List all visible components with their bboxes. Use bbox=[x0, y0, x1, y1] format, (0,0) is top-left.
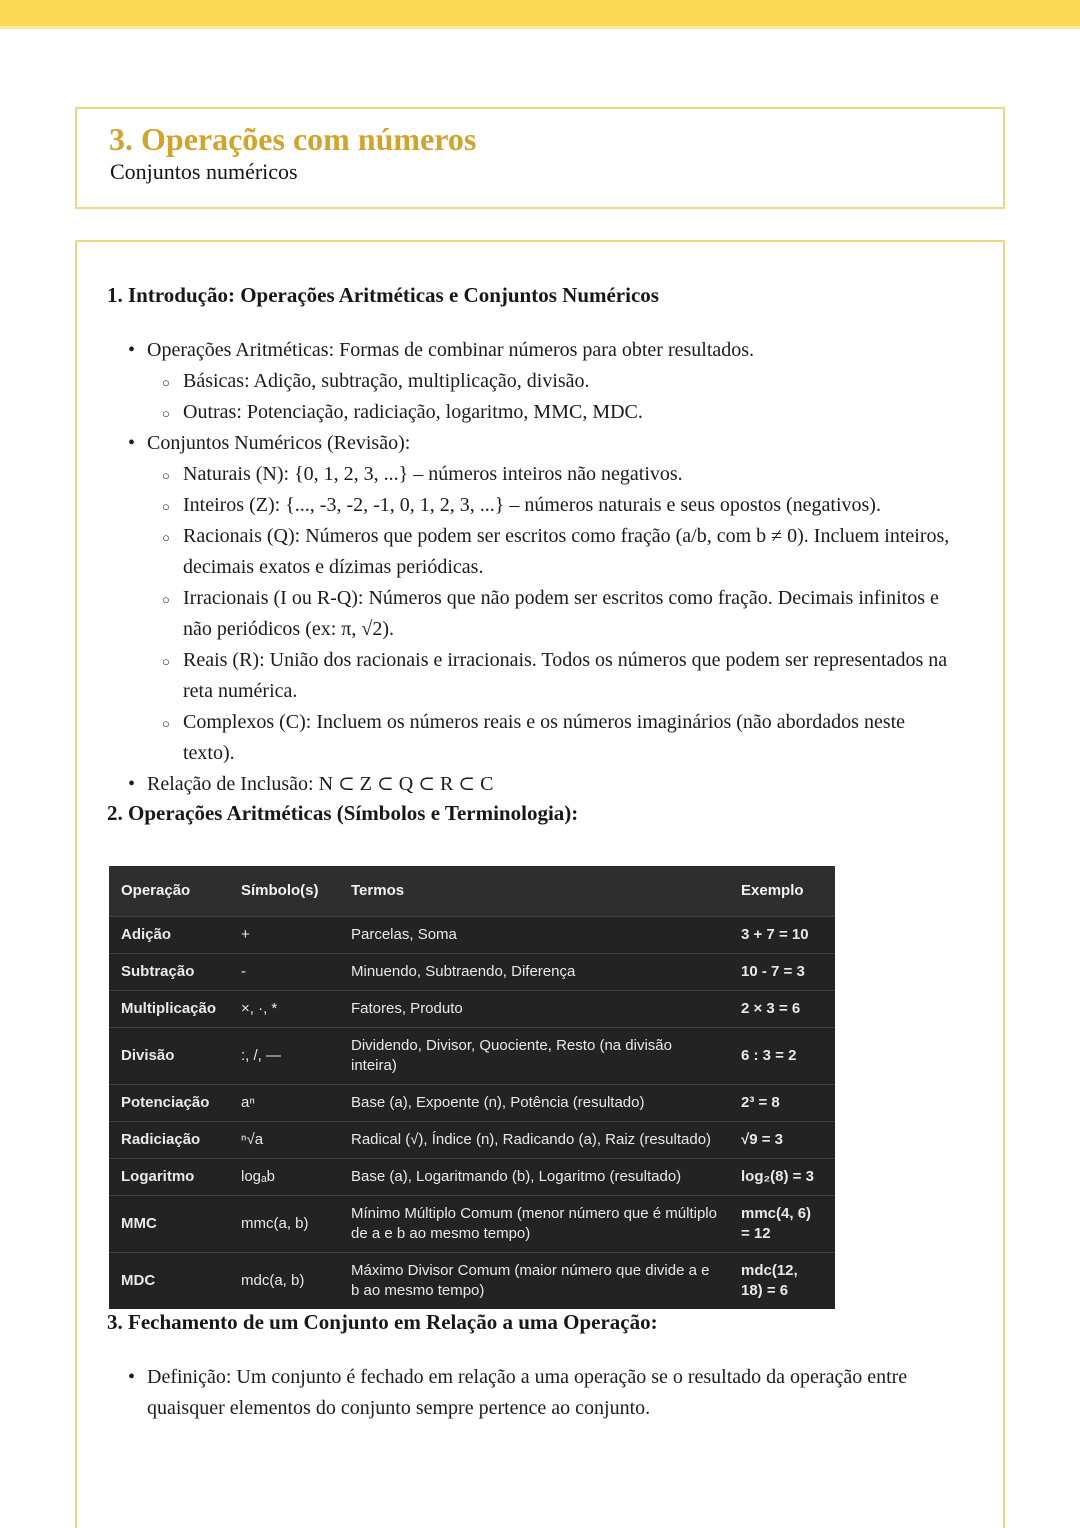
table-cell: Fatores, Produto bbox=[339, 990, 729, 1027]
table-header-row bbox=[109, 866, 835, 917]
table-cell: Subtração bbox=[109, 953, 229, 990]
table-cell: :, /, — bbox=[229, 1027, 339, 1084]
content-box bbox=[75, 240, 1005, 1528]
closure-list bbox=[107, 1362, 958, 1424]
table-cell: Potenciação bbox=[109, 1084, 229, 1121]
operations-table bbox=[109, 866, 835, 1309]
column-header: Operação bbox=[109, 866, 229, 917]
table-row bbox=[109, 1252, 835, 1309]
section1-heading: 1. Introdução: Operações Aritméticas e Conjuntos Numéricos bbox=[107, 283, 659, 307]
table-row bbox=[109, 1195, 835, 1252]
table-cell: + bbox=[229, 916, 339, 953]
section3-heading: 3. Fechamento de um Conjunto em Relação a uma Operação: bbox=[107, 1309, 658, 1334]
list-item bbox=[147, 769, 958, 800]
table-cell: Multiplicação bbox=[109, 990, 229, 1027]
section2-heading: 2. Operações Aritméticas (Símbolos e Terminologia): bbox=[107, 801, 579, 826]
table-cell: ⁿ√a bbox=[229, 1121, 339, 1158]
table-cell: Logaritmo bbox=[109, 1158, 229, 1195]
table-cell: log₂(8) = 3 bbox=[729, 1158, 835, 1195]
table-row bbox=[109, 1121, 835, 1158]
title-box bbox=[75, 107, 1005, 209]
table-cell: logₐb bbox=[229, 1158, 339, 1195]
list-item bbox=[147, 428, 958, 769]
page-title: 3. Operações com números bbox=[109, 121, 477, 157]
table-cell: 3 + 7 = 10 bbox=[729, 916, 835, 953]
column-header: Exemplo bbox=[729, 866, 835, 917]
table-cell: Base (a), Expoente (n), Potência (resultado) bbox=[339, 1084, 729, 1121]
list-item: ○ Racionais (Q): Números que podem ser escritos como fração (a/b, com b ≠ 0). Incluem inteiros, decimais exatos e dízimas periódicas. bbox=[183, 521, 958, 583]
table-cell: - bbox=[229, 953, 339, 990]
list-item: ○ Irracionais (I ou R-Q): Números que não podem ser escritos como fração. Decimais infinitos e não periódicos (ex: π, √2). bbox=[183, 583, 958, 645]
page-subtitle: Conjuntos numéricos bbox=[110, 159, 298, 185]
table-row bbox=[109, 1158, 835, 1195]
top-accent-bar bbox=[0, 0, 1080, 29]
list-item: ○ Complexos (C): Incluem os números reais e os números imaginários (não abordados neste texto). bbox=[183, 707, 958, 769]
table-cell: ×, ·, * bbox=[229, 990, 339, 1027]
list-item-text: Conjuntos Numéricos (Revisão): bbox=[147, 432, 411, 455]
table-cell: Dividendo, Divisor, Quociente, Resto (na divisão inteira) bbox=[339, 1027, 729, 1084]
table-row bbox=[109, 953, 835, 990]
list-item bbox=[147, 1362, 958, 1424]
sub-list bbox=[147, 459, 958, 769]
table-cell: 6 : 3 = 2 bbox=[729, 1027, 835, 1084]
table-cell: 2 × 3 = 6 bbox=[729, 990, 835, 1027]
table-row bbox=[109, 1027, 835, 1084]
table-cell: Parcelas, Soma bbox=[339, 916, 729, 953]
list-item: ○ Naturais (N): {0, 1, 2, 3, ...} – números inteiros não negativos. bbox=[183, 459, 958, 490]
table-cell: Mínimo Múltiplo Comum (menor número que é múltiplo de a e b ao mesmo tempo) bbox=[339, 1195, 729, 1252]
table-cell: √9 = 3 bbox=[729, 1121, 835, 1158]
list-item: ○ Reais (R): União dos racionais e irracionais. Todos os números que podem ser representados na reta numérica. bbox=[183, 645, 958, 707]
list-item: ○ Outras: Potenciação, radiciação, logaritmo, MMC, MDC. bbox=[183, 397, 958, 428]
table-row bbox=[109, 1084, 835, 1121]
table-cell: MDC bbox=[109, 1252, 229, 1309]
table-cell: mmc(a, b) bbox=[229, 1195, 339, 1252]
table-cell: Radiciação bbox=[109, 1121, 229, 1158]
table-cell: Adição bbox=[109, 916, 229, 953]
table-cell: Divisão bbox=[109, 1027, 229, 1084]
column-header: Termos bbox=[339, 866, 729, 917]
list-item-text: Definição: Um conjunto é fechado em relação a uma operação se o resultado da operação entre quaisquer elementos do conjunto sempre pertence ao conjunto. bbox=[147, 1365, 908, 1419]
list-item: ○ Básicas: Adição, subtração, multiplicação, divisão. bbox=[183, 366, 958, 397]
table-cell: Radical (√), Índice (n), Radicando (a), Raiz (resultado) bbox=[339, 1121, 729, 1158]
table-cell: Minuendo, Subtraendo, Diferença bbox=[339, 953, 729, 990]
table-cell: MMC bbox=[109, 1195, 229, 1252]
table-row bbox=[109, 916, 835, 953]
table-cell: Máximo Divisor Comum (maior número que divide a e b ao mesmo tempo) bbox=[339, 1252, 729, 1309]
list-item-text: Relação de Inclusão: N ⊂ Z ⊂ Q ⊂ R ⊂ C bbox=[147, 773, 494, 796]
list-item bbox=[147, 335, 958, 428]
table-cell: Base (a), Logaritmando (b), Logaritmo (resultado) bbox=[339, 1158, 729, 1195]
table-cell: aⁿ bbox=[229, 1084, 339, 1121]
table-cell: mmc(4, 6) = 12 bbox=[729, 1195, 835, 1252]
list-item-text: Operações Aritméticas: Formas de combinar números para obter resultados. bbox=[147, 339, 755, 362]
table-cell: 10 - 7 = 3 bbox=[729, 953, 835, 990]
table-row bbox=[109, 990, 835, 1027]
table-cell: mdc(12, 18) = 6 bbox=[729, 1252, 835, 1309]
table-cell: 2³ = 8 bbox=[729, 1084, 835, 1121]
list-item: ○ Inteiros (Z): {..., -3, -2, -1, 0, 1, 2, 3, ...} – números naturais e seus opostos (negativos). bbox=[183, 490, 958, 521]
column-header: Símbolo(s) bbox=[229, 866, 339, 917]
intro-list bbox=[107, 335, 958, 800]
table-cell: mdc(a, b) bbox=[229, 1252, 339, 1309]
sub-list bbox=[147, 366, 958, 428]
